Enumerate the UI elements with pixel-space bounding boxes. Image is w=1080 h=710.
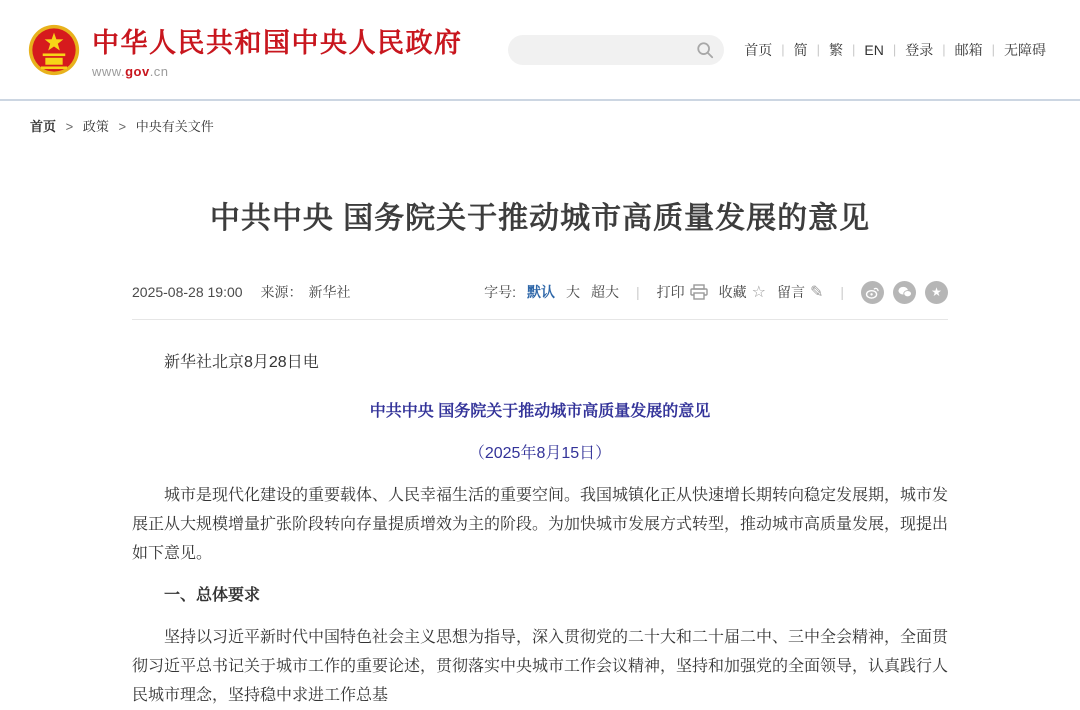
font-size-label: 字号: — [484, 284, 516, 300]
site-url — [92, 64, 463, 79]
nav-separator: | — [892, 42, 897, 57]
site-title: 中华人民共和国中央人民政府 — [92, 27, 463, 58]
nav-separator: | — [781, 42, 785, 57]
nav-link-english[interactable]: EN — [864, 41, 884, 58]
document-date: （2025年8月15日） — [468, 445, 612, 462]
share-buttons — [861, 281, 948, 304]
article-body — [132, 348, 948, 710]
favorite-label: 收藏 — [718, 284, 747, 300]
toolbar-separator: | — [840, 284, 844, 300]
breadcrumb-separator: > — [118, 119, 127, 134]
source-value[interactable]: 新华社 — [308, 284, 351, 300]
nav-separator: | — [942, 42, 946, 57]
comment-button[interactable] — [777, 282, 823, 302]
qzone-star-icon: ★ — [931, 285, 942, 299]
breadcrumb — [0, 101, 1080, 147]
site-url-cn: .cn — [149, 63, 169, 79]
site-brand[interactable] — [28, 21, 463, 79]
paragraph: 城市是现代化建设的重要载体、人民幸福生活的重要空间。我国城镇化正从快速增长期转向稳定发展期，城市发展正从大规模增量扩张阶段转向存量提质增效为主的阶段。为加快城市发展方式转型，推动城市高质量发展，现提出如下意见。 — [132, 487, 949, 562]
nav-link-traditional[interactable]: 繁 — [828, 41, 843, 58]
article-toolbar — [132, 277, 948, 307]
nav-link-mailbox[interactable]: 邮箱 — [954, 41, 983, 58]
toolbar-controls — [484, 281, 948, 304]
share-wechat-button[interactable] — [893, 281, 916, 304]
wechat-icon — [898, 286, 912, 298]
nav-separator: | — [851, 42, 856, 57]
nav-link-accessibility[interactable]: 无障碍 — [1004, 41, 1046, 58]
article-meta — [132, 282, 351, 302]
top-navigation — [740, 40, 1050, 60]
star-icon: ☆ — [751, 284, 766, 301]
toolbar-divider — [132, 319, 948, 320]
site-url-www: www. — [92, 63, 126, 79]
site-url-gov: gov — [125, 63, 150, 79]
toolbar-separator: | — [635, 284, 640, 300]
nav-separator: | — [991, 42, 995, 57]
pencil-icon: ✎ — [809, 284, 824, 301]
main-content — [132, 193, 948, 710]
print-button[interactable] — [657, 282, 708, 302]
weibo-icon — [866, 286, 879, 299]
font-size-large-button[interactable]: 大 — [565, 284, 580, 300]
national-emblem-icon — [28, 24, 80, 76]
share-qzone-button[interactable] — [925, 281, 948, 304]
breadcrumb-central-documents[interactable]: 中央有关文件 — [135, 119, 214, 134]
printer-icon — [690, 284, 708, 300]
nav-link-simplified[interactable]: 简 — [793, 41, 808, 58]
header-right — [508, 35, 1050, 65]
print-label: 打印 — [656, 284, 685, 300]
nav-link-login[interactable]: 登录 — [905, 41, 934, 58]
nav-separator: | — [816, 42, 820, 57]
site-header — [0, 0, 1080, 101]
section-heading: 一、总体要求 — [164, 587, 261, 604]
favorite-button[interactable] — [719, 282, 766, 302]
brand-text — [92, 21, 463, 79]
paragraph: 坚持以习近平新时代中国特色社会主义思想为指导，深入贯彻党的二十大和二十届二中、三中全会精神，全面贯彻习近平总书记关于城市工作的重要论述，贯彻落实中央城市工作会议精神，坚持和加强党的全面领导，认真践行人民城市理念，坚持稳中求进工作总基 — [132, 629, 949, 704]
page-title: 中共中央 国务院关于推动城市高质量发展的意见 — [209, 202, 871, 235]
breadcrumb-separator: > — [65, 119, 74, 134]
breadcrumb-home[interactable]: 首页 — [30, 119, 57, 134]
search-box[interactable] — [508, 35, 724, 65]
share-weibo-button[interactable] — [861, 281, 884, 304]
font-size-xlarge-button[interactable]: 超大 — [590, 284, 619, 300]
breadcrumb-policy[interactable]: 政策 — [82, 119, 109, 134]
dateline: 新华社北京8月28日电 — [164, 354, 319, 371]
document-title: 中共中央 国务院关于推动城市高质量发展的意见 — [369, 403, 711, 420]
source-label: 来源： — [260, 284, 303, 300]
search-input[interactable] — [522, 35, 687, 65]
nav-link-home[interactable]: 首页 — [744, 41, 773, 58]
search-icon[interactable] — [696, 41, 714, 59]
publish-date: 2025-08-28 19:00 — [132, 284, 243, 300]
font-size-default-button[interactable]: 默认 — [526, 284, 555, 300]
comment-label: 留言 — [776, 284, 805, 300]
